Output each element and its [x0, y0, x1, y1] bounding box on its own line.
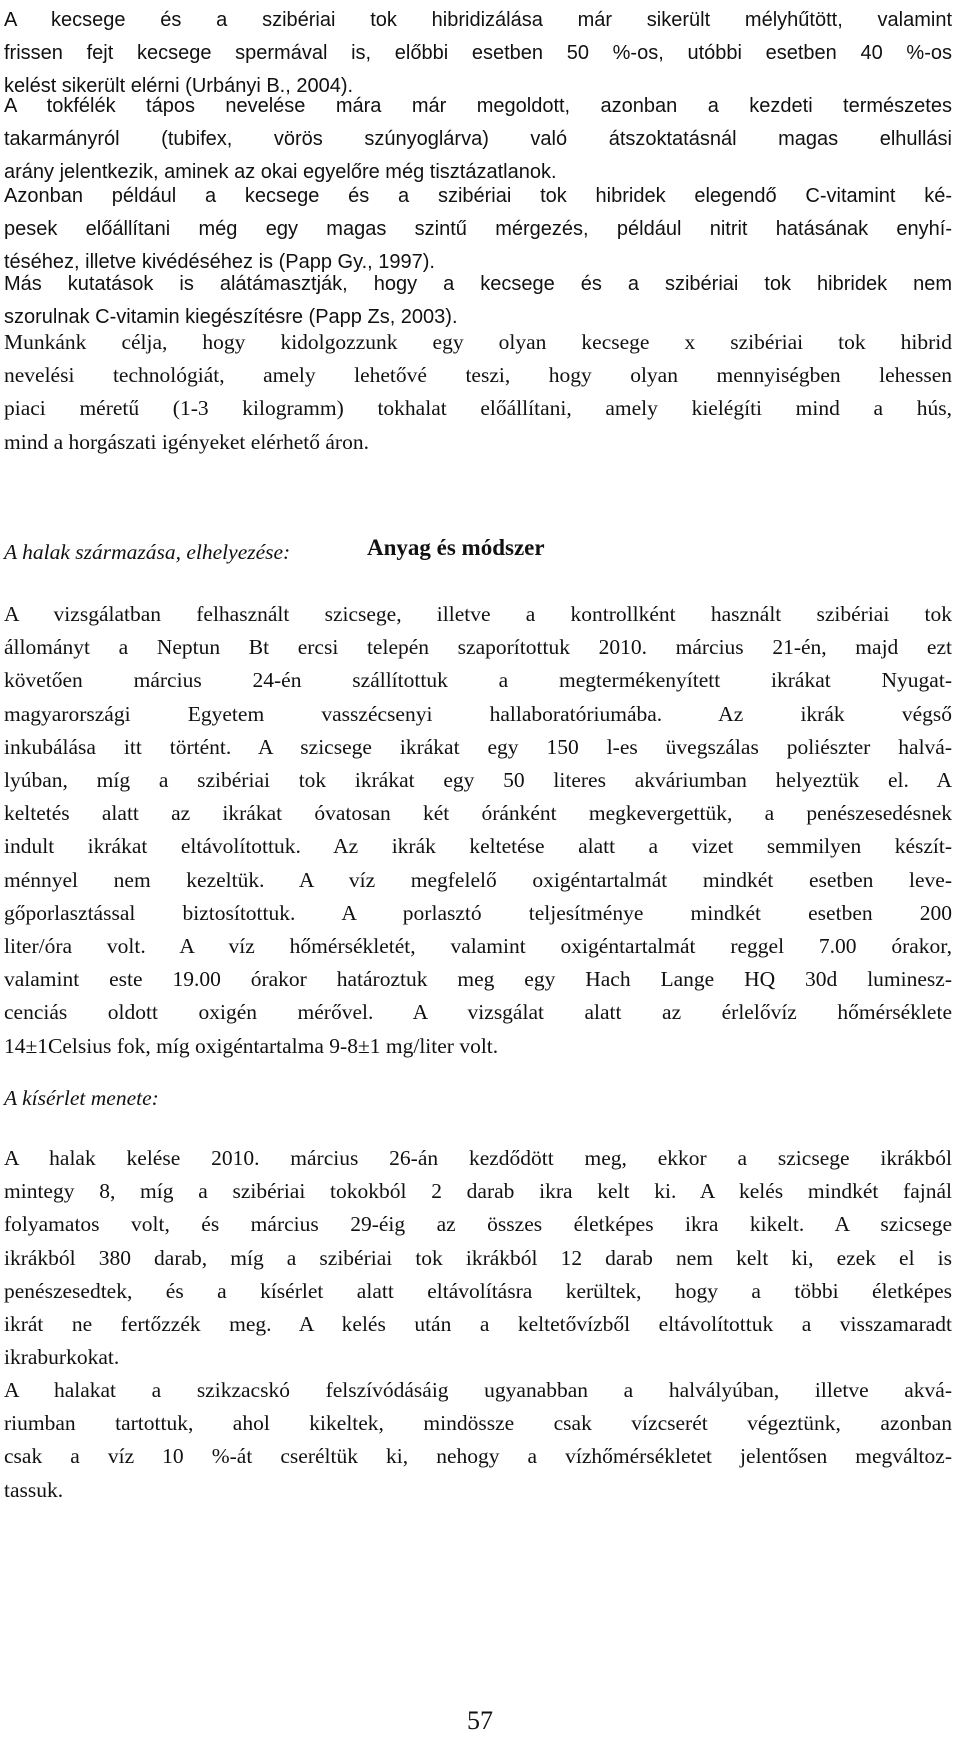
text-line: Azonban például a kecsege és a szibériai tok hibridek elegendő C-vitamint ké-	[4, 185, 952, 207]
subsection-title-experiment: A kísérlet menete:	[4, 1086, 159, 1110]
paragraph-aim	[4, 326, 952, 459]
page-number: 57	[467, 1706, 493, 1735]
text-line: téséhez, illetve kivédéséhez is (Papp Gy., 1997).	[4, 251, 435, 274]
paragraph-rearing	[4, 1374, 952, 1507]
text-line: indult ikrákat eltávolítottuk. Az ikrák keltetése alatt a vizet semmilyen készít-	[4, 834, 952, 859]
text-line: folyamatos volt, és március 29-éig az összes életképes ikra kikelt. A szicsege	[4, 1212, 952, 1237]
paragraph-methods	[4, 598, 952, 1063]
text-line: A tokfélék tápos nevelése mára már megoldott, azonban a kezdeti természetes	[4, 95, 952, 117]
text-line: állományt a Neptun Bt ercsi telepén szaporítottuk 2010. március 21-én, majd ezt	[4, 635, 952, 660]
text-line: mind a horgászati igényeket elérhető áron.	[4, 429, 369, 454]
text-line: kelést sikerült elérni (Urbányi B., 2004).	[4, 75, 354, 98]
text-line: frissen fejt kecsege spermával is, előbbi esetben 50 %-os, utóbbi esetben 40 %-os	[4, 42, 952, 65]
section-heading: Anyag és módszer	[367, 535, 545, 560]
text-line: ikrát ne fertőzzék meg. A kelés után a keltetővízből eltávolítottuk a visszamaradt	[4, 1312, 952, 1337]
paragraph-vitamin-c	[4, 180, 952, 280]
text-line: piaci méretű (1-3 kilogramm) tokhalat előállítani, amely kielégíti mind a hús,	[4, 396, 952, 421]
paragraph-hatching	[4, 1142, 952, 1374]
text-line: gőporlasztással biztosítottuk. A porlasztó teljesítménye mindkét esetben 200	[4, 900, 952, 925]
text-line: inkubálása itt történt. A szicsege ikrákat egy 150 l-es üvegszálas poliészter halvá-	[4, 734, 952, 759]
text-line: arány jelentkezik, aminek az okai egyelőre még tisztázatlanok.	[4, 161, 557, 184]
text-line: Munkánk célja, hogy kidolgozzunk egy olyan kecsege x szibériai tok hibrid	[4, 330, 952, 354]
text-line: ikrákból 380 darab, míg a szibériai tok ikrákból 12 darab nem kelt ki, ezek el is	[4, 1245, 952, 1270]
text-line: valamint este 19.00 órakor határoztuk meg egy Hach Lange HQ 30d luminesz-	[4, 967, 952, 992]
text-line: ikraburkokat.	[4, 1345, 120, 1370]
text-line: A halakat a szikzacskó felszívódásáig ugyanabban a halvályúban, illetve akvá-	[4, 1378, 952, 1402]
text-line: penészesedtek, és a kísérlet alatt eltávolításra kerültek, hogy a többi életképes	[4, 1278, 952, 1303]
text-line: riumban tartottuk, ahol kikeltek, mindössze csak vízcserét végeztünk, azonban	[4, 1411, 952, 1436]
text-line: lyúban, míg a szibériai tok ikrákat egy 50 literes akváriumban helyeztük el. A	[4, 768, 952, 793]
text-line: követően március 24-én szállítottuk a megtermékenyített ikrákat Nyugat-	[4, 668, 952, 693]
subsection-title-origin: A halak származása, elhelyezése:	[4, 540, 291, 564]
text-line: takarmányról (tubifex, vörös szúnyoglárva) való átszoktatásnál magas elhullási	[4, 128, 952, 151]
text-line: szorulnak C-vitamin kiegészítésre (Papp Zs, 2003).	[4, 306, 458, 329]
text-line: A halak kelése 2010. március 26-án kezdődött meg, ekkor a szicsege ikrákból	[4, 1146, 952, 1170]
paragraph-feeding	[4, 90, 952, 190]
text-line: ménnyel nem kezeltük. A víz megfelelő oxigéntartalmát mindkét esetben leve-	[4, 867, 952, 892]
text-line: nevelési technológiát, amely lehetővé teszi, hogy olyan mennyiségben lehessen	[4, 363, 952, 388]
paragraph-other-research	[4, 268, 952, 334]
text-line: liter/óra volt. A víz hőmérsékletét, valamint oxigéntartalmát reggel 7.00 órakor,	[4, 934, 952, 959]
text-line: csak a víz 10 %-át cseréltük ki, nehogy a vízhőmérsékletet jelentősen megváltoz-	[4, 1444, 952, 1469]
text-line: cenciás oldott oxigén mérővel. A vizsgálat alatt az érlelővíz hőmérséklete	[4, 1000, 952, 1025]
text-line: keltetés alatt az ikrákat óvatosan két óránként megkevergettük, a penészesedésnek	[4, 801, 952, 826]
text-line: A vizsgálatban felhasznált szicsege, illetve a kontrollként használt szibériai tok	[4, 602, 952, 626]
text-line: pesek előállítani még egy magas szintű mérgezés, például nitrit hatásának enyhí-	[4, 218, 952, 241]
text-line: 14±1Celsius fok, míg oxigéntartalma 9-8±1 mg/liter volt.	[4, 1033, 499, 1058]
text-line: A kecsege és a szibériai tok hibridizálása már sikerült mélyhűtött, valamint	[4, 9, 952, 31]
text-line: mintegy 8, míg a szibériai tokokból 2 darab ikra kelt ki. A kelés mindkét fajnál	[4, 1179, 952, 1204]
text-line: tassuk.	[4, 1477, 64, 1502]
paragraph-hybridization	[4, 4, 952, 104]
text-line: Más kutatások is alátámasztják, hogy a kecsege és a szibériai tok hibridek nem	[4, 273, 952, 295]
text-line: magyarországi Egyetem vasszécsenyi hallaboratóriumába. Az ikrák végső	[4, 701, 952, 726]
